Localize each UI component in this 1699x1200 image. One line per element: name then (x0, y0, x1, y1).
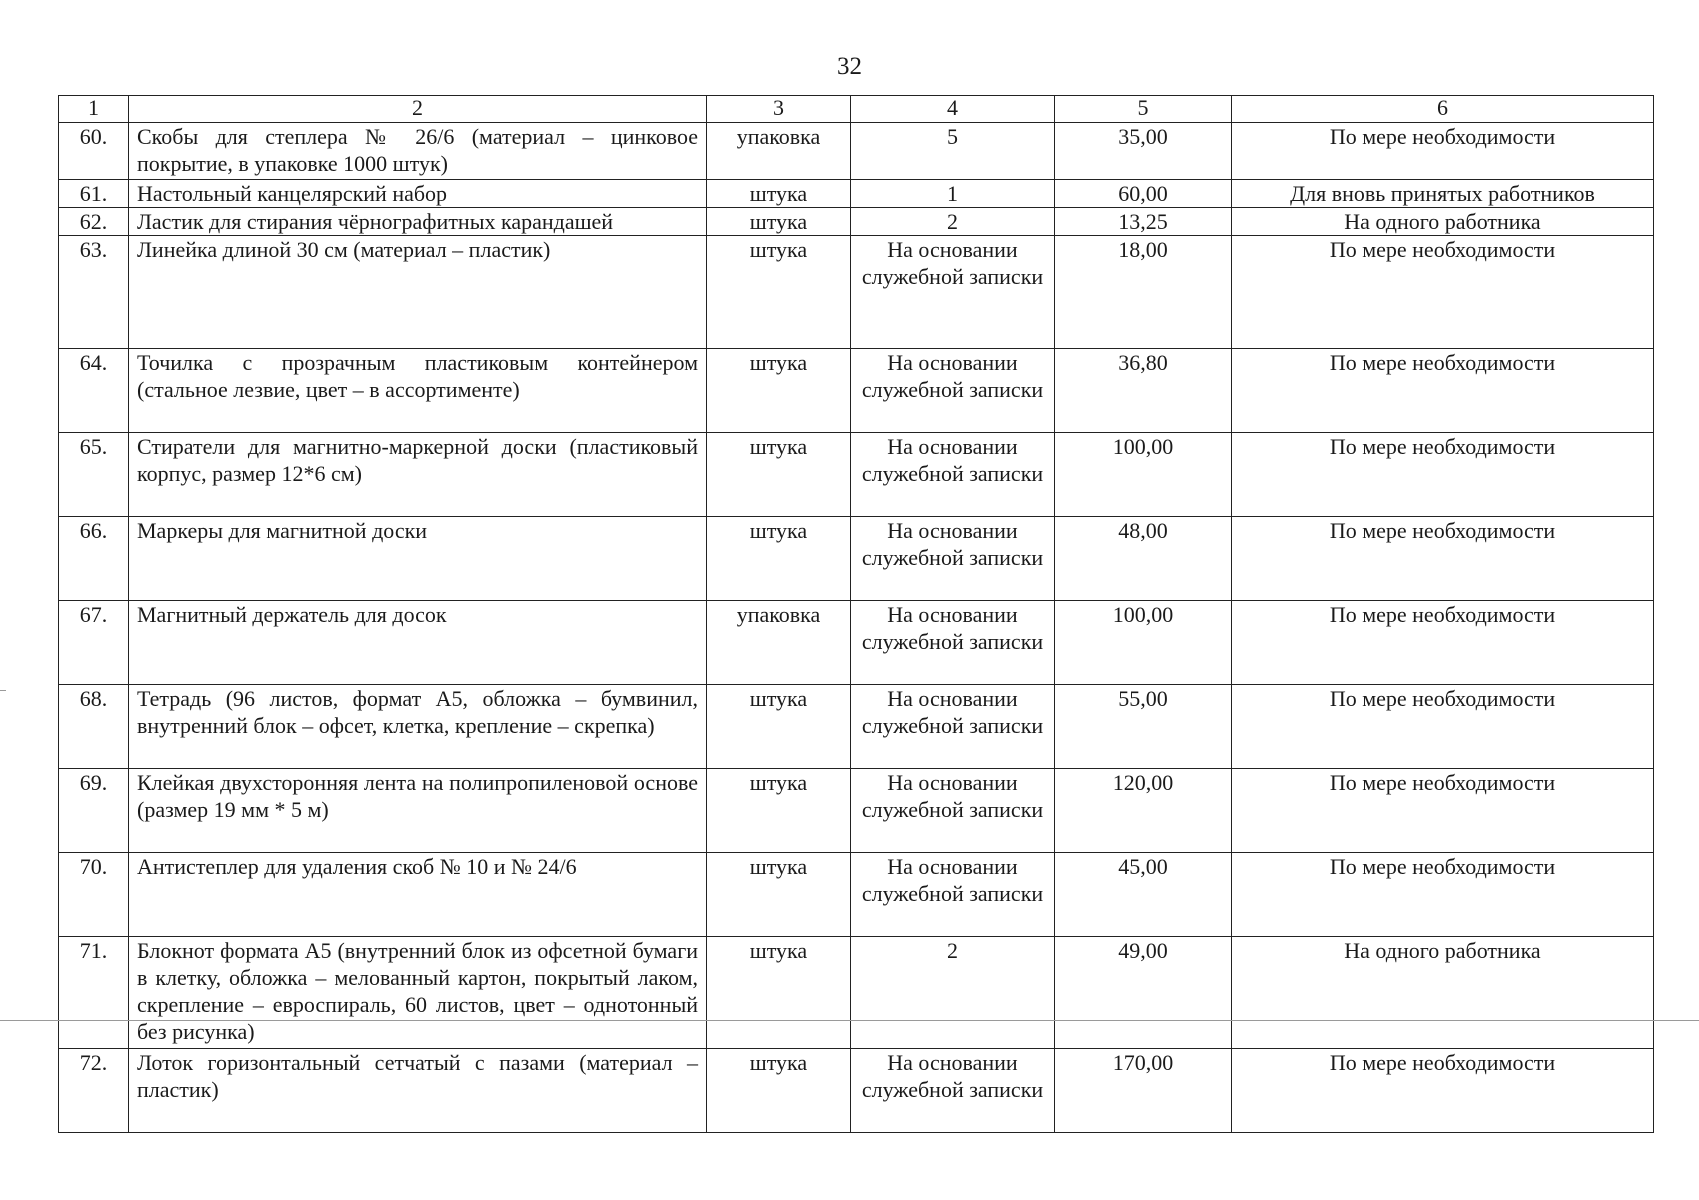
item-quantity: 5 (851, 123, 1055, 180)
item-name: Ластик для стирания чёрнографитных карандашей (129, 208, 707, 236)
item-quantity: На основании служебной записки (851, 601, 1055, 685)
row-number: 64. (59, 349, 129, 433)
table-row (59, 208, 1654, 236)
item-note: По мере необходимости (1232, 517, 1654, 601)
row-number: 65. (59, 433, 129, 517)
item-unit: штука (707, 1049, 851, 1133)
table-row (59, 685, 1654, 769)
column-number: 3 (707, 96, 851, 123)
item-note: По мере необходимости (1232, 433, 1654, 517)
item-unit: штука (707, 853, 851, 937)
item-price: 49,00 (1055, 937, 1232, 1049)
table-row (59, 1049, 1654, 1133)
row-number: 60. (59, 123, 129, 180)
row-number: 71. (59, 937, 129, 1049)
item-unit: штука (707, 236, 851, 349)
item-note: По мере необходимости (1232, 1049, 1654, 1133)
item-price: 36,80 (1055, 349, 1232, 433)
item-quantity: На основании служебной записки (851, 685, 1055, 769)
item-name: Стиратели для магнитно-маркерной доски (пластиковый корпус, размер 12*6 см) (129, 433, 707, 517)
table-row (59, 601, 1654, 685)
item-name: Лоток горизонтальный сетчатый с пазами (материал – пластик) (129, 1049, 707, 1133)
item-unit: штука (707, 208, 851, 236)
item-note: По мере необходимости (1232, 601, 1654, 685)
table-row (59, 349, 1654, 433)
row-number: 62. (59, 208, 129, 236)
item-quantity: На основании служебной записки (851, 517, 1055, 601)
row-number: 67. (59, 601, 129, 685)
item-unit: упаковка (707, 123, 851, 180)
item-name: Скобы для степлера № 26/6 (материал – цинковое покрытие, в упаковке 1000 штук) (129, 123, 707, 180)
row-number: 63. (59, 236, 129, 349)
item-unit: упаковка (707, 601, 851, 685)
scan-fold-line (0, 1020, 1699, 1021)
item-quantity: 2 (851, 208, 1055, 236)
item-price: 13,25 (1055, 208, 1232, 236)
table-row (59, 236, 1654, 349)
table-row (59, 433, 1654, 517)
row-number: 72. (59, 1049, 129, 1133)
column-number: 1 (59, 96, 129, 123)
column-number: 6 (1232, 96, 1654, 123)
item-quantity: На основании служебной записки (851, 1049, 1055, 1133)
item-price: 60,00 (1055, 180, 1232, 208)
item-unit: штука (707, 517, 851, 601)
table-row (59, 853, 1654, 937)
item-price: 55,00 (1055, 685, 1232, 769)
item-unit: штука (707, 685, 851, 769)
item-note: По мере необходимости (1232, 853, 1654, 937)
item-note: По мере необходимости (1232, 123, 1654, 180)
item-unit: штука (707, 937, 851, 1049)
item-name: Клейкая двухсторонняя лента на полипропиленовой основе (размер 19 мм * 5 м) (129, 769, 707, 853)
item-price: 100,00 (1055, 601, 1232, 685)
row-number: 69. (59, 769, 129, 853)
item-name: Блокнот формата А5 (внутренний блок из офсетной бумаги в клетку, обложка – мелованный картон, покрытый лаком, скрепление – евроспираль, 60 листов, цвет – однотонный без рисунка) (129, 937, 707, 1049)
column-number: 5 (1055, 96, 1232, 123)
table-row (59, 769, 1654, 853)
column-numbers-row (59, 96, 1654, 123)
item-quantity: На основании служебной записки (851, 433, 1055, 517)
item-note: На одного работника (1232, 937, 1654, 1049)
item-quantity: 1 (851, 180, 1055, 208)
column-number: 4 (851, 96, 1055, 123)
item-note: По мере необходимости (1232, 769, 1654, 853)
item-price: 170,00 (1055, 1049, 1232, 1133)
item-quantity: На основании служебной записки (851, 236, 1055, 349)
item-price: 48,00 (1055, 517, 1232, 601)
table-row (59, 517, 1654, 601)
row-number: 66. (59, 517, 129, 601)
column-number: 2 (129, 96, 707, 123)
item-note: На одного работника (1232, 208, 1654, 236)
item-name: Настольный канцелярский набор (129, 180, 707, 208)
item-note: По мере необходимости (1232, 349, 1654, 433)
row-number: 70. (59, 853, 129, 937)
item-note: По мере необходимости (1232, 685, 1654, 769)
item-name: Антистеплер для удаления скоб № 10 и № 24/6 (129, 853, 707, 937)
item-price: 18,00 (1055, 236, 1232, 349)
item-quantity: 2 (851, 937, 1055, 1049)
item-name: Магнитный держатель для досок (129, 601, 707, 685)
row-number: 61. (59, 180, 129, 208)
item-quantity: На основании служебной записки (851, 769, 1055, 853)
item-unit: штука (707, 433, 851, 517)
item-quantity: На основании служебной записки (851, 349, 1055, 433)
item-note: По мере необходимости (1232, 236, 1654, 349)
table-row (59, 180, 1654, 208)
item-price: 100,00 (1055, 433, 1232, 517)
page-number: 32 (837, 53, 862, 80)
table-row (59, 937, 1654, 1049)
item-name: Линейка длиной 30 см (материал – пластик) (129, 236, 707, 349)
item-unit: штука (707, 180, 851, 208)
item-unit: штука (707, 349, 851, 433)
item-name: Тетрадь (96 листов, формат А5, обложка – бумвинил, внутренний блок – офсет, клетка, крепление – скрепка) (129, 685, 707, 769)
item-name: Маркеры для магнитной доски (129, 517, 707, 601)
table-row (59, 123, 1654, 180)
item-price: 120,00 (1055, 769, 1232, 853)
item-quantity: На основании служебной записки (851, 853, 1055, 937)
item-unit: штука (707, 769, 851, 853)
item-price: 45,00 (1055, 853, 1232, 937)
scan-margin-mark (0, 690, 6, 691)
row-number: 68. (59, 685, 129, 769)
supplies-table (58, 95, 1654, 1133)
item-name: Точилка с прозрачным пластиковым контейнером (стальное лезвие, цвет – в ассортименте) (129, 349, 707, 433)
item-note: Для вновь принятых работников (1232, 180, 1654, 208)
item-price: 35,00 (1055, 123, 1232, 180)
